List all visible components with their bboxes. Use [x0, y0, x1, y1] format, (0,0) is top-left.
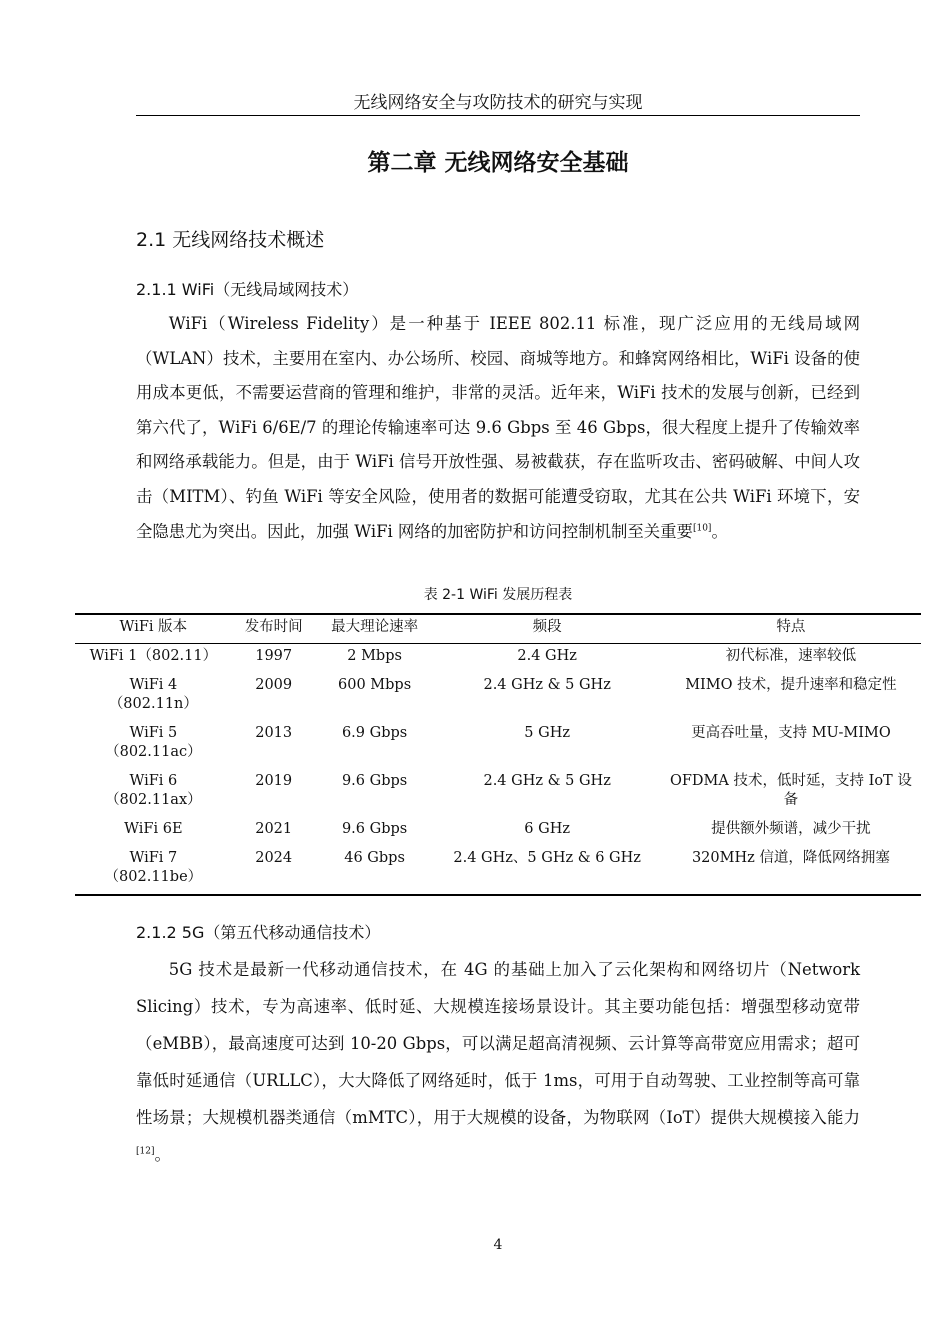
cell-release-year: 2019 [255, 773, 293, 789]
cell-features: MIMO 技术，提升速率和稳定性 [685, 677, 897, 693]
cell-version: WiFi 1（802.11） [89, 648, 218, 664]
table-row [75, 644, 921, 673]
table-row [75, 720, 921, 768]
running-header: 无线网络安全与攻防技术的研究与实现 [353, 93, 643, 113]
5g-paragraph-end: 。 [154, 1145, 171, 1164]
cell-band: 2.4 GHz & 5 GHz [483, 677, 611, 693]
cell-release-year: 2013 [255, 725, 293, 741]
cell-max-rate: 46 Gbps [316, 845, 434, 895]
page-number: 4 [493, 1237, 503, 1253]
table-caption: 表 2-1 WiFi 发展历程表 [423, 587, 573, 603]
cell-features: 320MHz 信道，降低网络拥塞 [661, 845, 921, 895]
section-title-2-1: 2.1 无线网络技术概述 [136, 229, 325, 251]
table-header-row [75, 614, 921, 644]
cell-version: WiFi 4 （802.11n） [108, 677, 198, 712]
5g-paragraph-text: 5G 技术是最新一代移动通信技术，在 4G 的基础上加入了云化架构和网络切片（Network Slicing）技术，专为高速率、低时延、大规模连接场景设计。其主要功能包括：增强型移动宽带（eMBB），最高速度可达到 10-20 Gbps，可以满足超高清视频、云计算等高带宽应用需求；超可靠低时延通信（URLLC），大大降低了网络延时，低于 1ms，可用于自动驾驶、工业控制等高可靠性场景；大规模机器类通信（mMTC），用于大规模的设备，为物联网（IoT）提供大规模接入能力 [136, 960, 860, 1127]
wifi-history-table [75, 613, 921, 896]
subsection-title-2-1-1: 2.1.1 WiFi（无线局域网技术） [136, 280, 359, 299]
cell-max-rate: 9.6 Gbps [341, 773, 408, 789]
wifi-paragraph [136, 307, 860, 549]
cell-features: 更高吞吐量，支持 MU-MIMO [691, 725, 891, 741]
cell-band: 2.4 GHz [517, 648, 577, 664]
citation-10: [10] [692, 523, 712, 534]
table-row [75, 672, 921, 720]
cell-features: OFDMA 技术，低时延，支持 IoT 设备 [669, 773, 912, 808]
table-row [75, 768, 921, 816]
cell-max-rate: 9.6 Gbps [341, 821, 408, 837]
table-row [75, 816, 921, 845]
cell-version: WiFi 7 （802.11be） [75, 845, 232, 895]
cell-band: 6 GHz [524, 821, 570, 837]
cell-max-rate: 600 Mbps [338, 677, 412, 693]
wifi-paragraph-end: 。 [711, 521, 728, 541]
cell-band: 2.4 GHz & 5 GHz [483, 773, 611, 789]
cell-version: WiFi 5 （802.11ac） [105, 725, 202, 760]
citation-12: [12] [136, 1146, 155, 1157]
chapter-title: 第二章 无线网络安全基础 [367, 150, 629, 176]
cell-release-year: 1997 [255, 648, 293, 664]
cell-version: WiFi 6E [124, 821, 183, 837]
5g-paragraph [136, 951, 860, 1173]
cell-features: 提供额外频谱，减少干扰 [711, 821, 871, 837]
cell-release-year: 2024 [232, 845, 316, 895]
header-max-rate: 最大理论速率 [316, 614, 434, 644]
subsection-title-2-1-2: 2.1.2 5G（第五代移动通信技术） [136, 923, 381, 942]
header-features: 特点 [661, 614, 921, 644]
cell-release-year: 2021 [255, 821, 293, 837]
cell-release-year: 2009 [255, 677, 293, 693]
header-rule [136, 115, 860, 116]
table-row [75, 845, 921, 895]
header-release-year: 发布时间 [232, 614, 316, 644]
cell-max-rate: 2 Mbps [347, 648, 402, 664]
cell-version: WiFi 6 （802.11ax） [105, 773, 202, 808]
cell-max-rate: 6.9 Gbps [341, 725, 408, 741]
wifi-paragraph-text: WiFi（Wireless Fidelity）是一种基于 IEEE 802.11 标准，现广泛应用的无线局域网（WLAN）技术，主要用在室内、办公场所、校园、商城等地方。和蜂窝网络相比，WiFi 设备的使用成本更低，不需要运营商的管理和维护，非常的灵活。近年来，WiFi 技术的发展与创新，已经到第六代了，WiFi 6/6E/7 的理论传输速率可达 9.6 Gbps 至 46 Gbps，很大程度上提升了传输效率和网络承载能力。但是，由于 WiFi 信号开放性强、易被截获，存在监听攻击、密码破解、中间人攻击（MITM）、钓鱼 WiFi 等安全风险，使用者的数据可能遭受窃取，尤其在公共 WiFi 环境下，安全隐患尤为突出。因此，加强 WiFi 网络的加密防护和访问控制机制至关重要 [136, 314, 860, 541]
cell-band: 2.4 GHz、5 GHz & 6 GHz [433, 845, 660, 895]
header-band: 频段 [433, 614, 660, 644]
cell-features: 初代标准，速率较低 [725, 648, 857, 664]
header-version: WiFi 版本 [75, 614, 232, 644]
cell-band: 5 GHz [524, 725, 570, 741]
